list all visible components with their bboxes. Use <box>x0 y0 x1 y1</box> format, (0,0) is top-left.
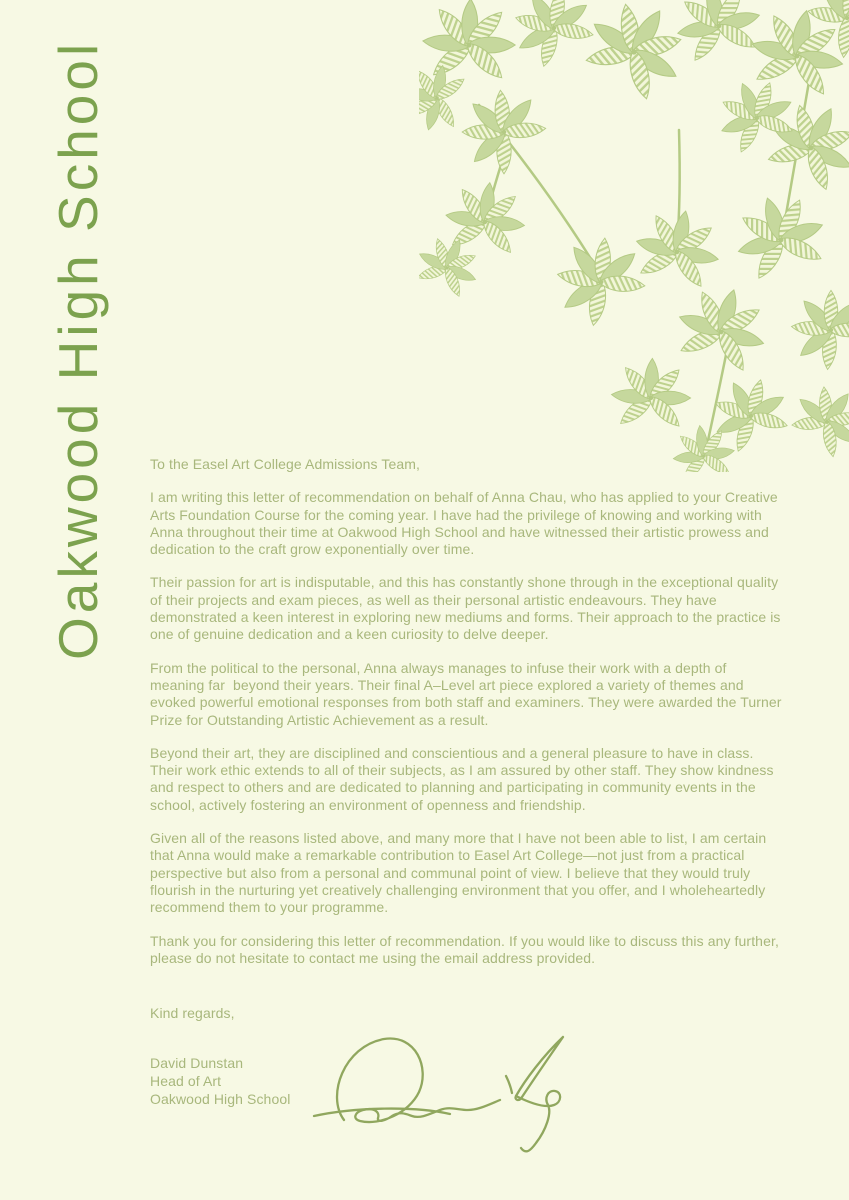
foliage-illustration <box>419 0 849 472</box>
signatory-role: Head of Art <box>150 1073 222 1090</box>
signatory-name: David Dunstan <box>150 1055 244 1072</box>
salutation: To the Easel Art College Admissions Team, <box>150 456 420 472</box>
school-name-vertical: Oakwood High School <box>47 39 109 660</box>
letter-body <box>150 456 786 1108</box>
paragraph-1: I am writing this letter of recommendation on behalf of Anna Chau, who has applied to your Creative Arts Foundation Course for the coming year. I have had the privilege of knowing and working with Anna throughout their time at Oakwood High School and have witnessed their artistic prowess and dedication to the craft grow exponentially over time. <box>150 489 782 558</box>
paragraph-2: Their passion for art is indisputable, and this has constantly shone through in the exceptional quality of their projects and exam pieces, as well as their personal artistic endeavours. They have demonstrated a keen interest in exploring new mediums and forms. Their approach to the practice is one of genuine dedication and a keen curiosity to delve deeper. <box>150 574 785 643</box>
paragraph-4: Beyond their art, they are disciplined and conscientious and a general pleasure to have in class. Their work ethic extends to all of their subjects, as I am assured by other staff. They show kindness and respect to others and are dedicated to planning and participating in community events in the school, actively fostering an environment of openness and friendship. <box>150 744 778 813</box>
paragraph-5: Given all of the reasons listed above, and many more that I have not been able to list, I am certain that Anna would make a remarkable contribution to Easel Art College—not just from a practical perspective but also from a personal and communal point of view. I believe that they would truly flourish in the nurturing yet creatively challenging environment that you offer, and I wholeheartedly recommend them to your programme. <box>150 830 771 916</box>
closing: Kind regards, <box>150 1005 235 1022</box>
paragraph-6: Thank you for considering this letter of recommendation. If you would like to discuss this any further, please do not hesitate to contact me using the email address provided. <box>150 932 783 966</box>
paragraph-3: From the political to the personal, Anna always manages to infuse their work with a depth of meaning far beyond their years. Their final A–Level art piece explored a variety of themes and evoked powerful emotional responses from both staff and examiners. They were awarded the Turner Prize for Outstanding Artistic Achievement as a result. <box>150 659 786 728</box>
signature-handwriting <box>300 1028 580 1168</box>
signatory-organization: Oakwood High School <box>150 1091 291 1108</box>
